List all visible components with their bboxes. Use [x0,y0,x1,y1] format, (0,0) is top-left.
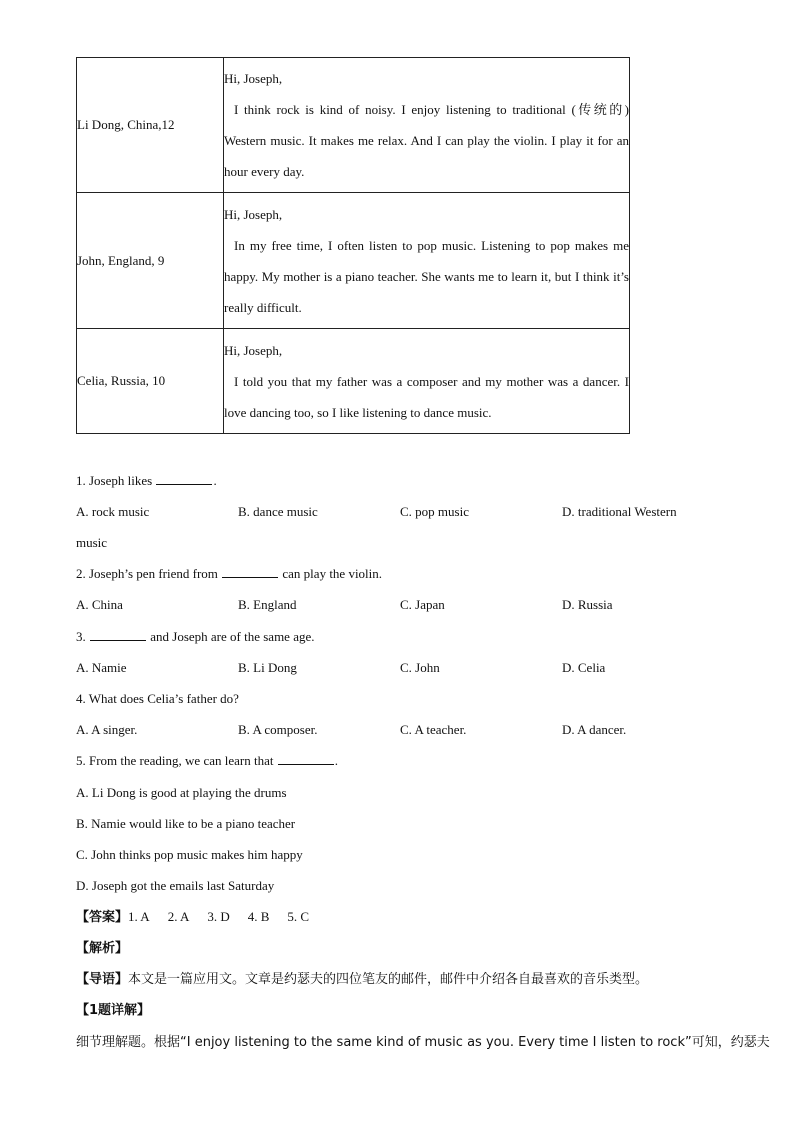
answer-item: 1. A [128,909,150,924]
intro-text: 本文是一篇应用文。文章是约瑟夫的四位笔友的邮件，邮件中介绍各自最喜欢的音乐类型。 [128,972,649,987]
option: D. Russia [562,597,613,612]
question-3-stem: 3. and Joseph are of the same age. [76,629,315,644]
intro-label: 【导语】 [76,972,129,987]
question-2-stem: 2. Joseph’s pen friend from can play the violin. [76,566,383,581]
detail-label: 【1题详解】 [76,1003,151,1018]
option-wrap: music [76,535,108,550]
option: B. Namie would like to be a piano teacher [76,816,296,831]
letter-body: In my free time, I often listen to pop music. Listening to pop makes me happy. My mother is a piano teacher. She wants me to learn it, but I think it’s really difficult. [224,237,629,315]
option: B. dance music [238,504,318,519]
option: B. A composer. [238,722,318,737]
option: C. Japan [400,597,445,612]
answer-blank [90,628,146,641]
intro-line [76,971,648,989]
answer-blank [222,565,278,578]
option: D. Celia [562,660,606,675]
letters-table [76,57,630,434]
sender-cell: Li Dong, China,12 [77,58,224,193]
option: D. A dancer. [562,722,627,737]
option: C. John [400,660,440,675]
letter-greeting: Hi, Joseph, [224,71,283,86]
option: C. A teacher. [400,722,467,737]
message-cell [224,193,630,329]
message-cell [224,58,630,193]
message-cell [224,329,630,434]
option: A. China [76,597,123,612]
table-row [77,58,630,193]
option: D. Joseph got the emails last Saturday [76,878,275,893]
answer-item: 5. C [287,909,310,924]
answer-item: 3. D [207,909,230,924]
answer-item: 2. A [167,909,190,924]
sender-cell: John, England, 9 [77,193,224,329]
table-row [77,329,630,434]
option: A. rock music [76,504,150,519]
analysis-label: 【解析】 [76,941,129,956]
option: C. pop music [400,504,469,519]
letter-greeting: Hi, Joseph, [224,206,283,222]
option: C. John thinks pop music makes him happy [76,847,303,862]
detail-text: 细节理解题。根据“I enjoy listening to the same kind of music as you. Every time I listen to rock”可知，约瑟夫 [76,1035,770,1050]
answer-blank [156,472,212,485]
answer-label: 【答案】 [76,910,129,925]
option: B. Li Dong [238,660,297,675]
question-4-stem: 4. What does Celia’s father do? [76,691,239,706]
answer-key [76,908,327,927]
letter-body: I told you that my father was a composer and my mother was a dancer. I love dancing too, so I like listening to dance music. [224,373,629,420]
option: A. Namie [76,660,127,675]
option: B. England [238,597,297,612]
option: A. Li Dong is good at playing the drums [76,785,287,800]
question-5-stem: 5. From the reading, we can learn that . [76,753,338,768]
answer-item: 4. B [247,909,270,924]
option: A. A singer. [76,722,138,737]
letter-body: I think rock is kind of noisy. I enjoy listening to traditional (传统的) Western music. It makes me relax. And I can play the violin. I play it for an hour every day. [224,102,629,179]
table-row [77,193,630,329]
answer-blank [278,752,334,765]
question-1-stem: 1. Joseph likes . [76,473,217,488]
sender-cell: Celia, Russia, 10 [77,329,224,434]
letter-greeting: Hi, Joseph, [224,342,283,358]
option: D. traditional Western [562,504,677,519]
